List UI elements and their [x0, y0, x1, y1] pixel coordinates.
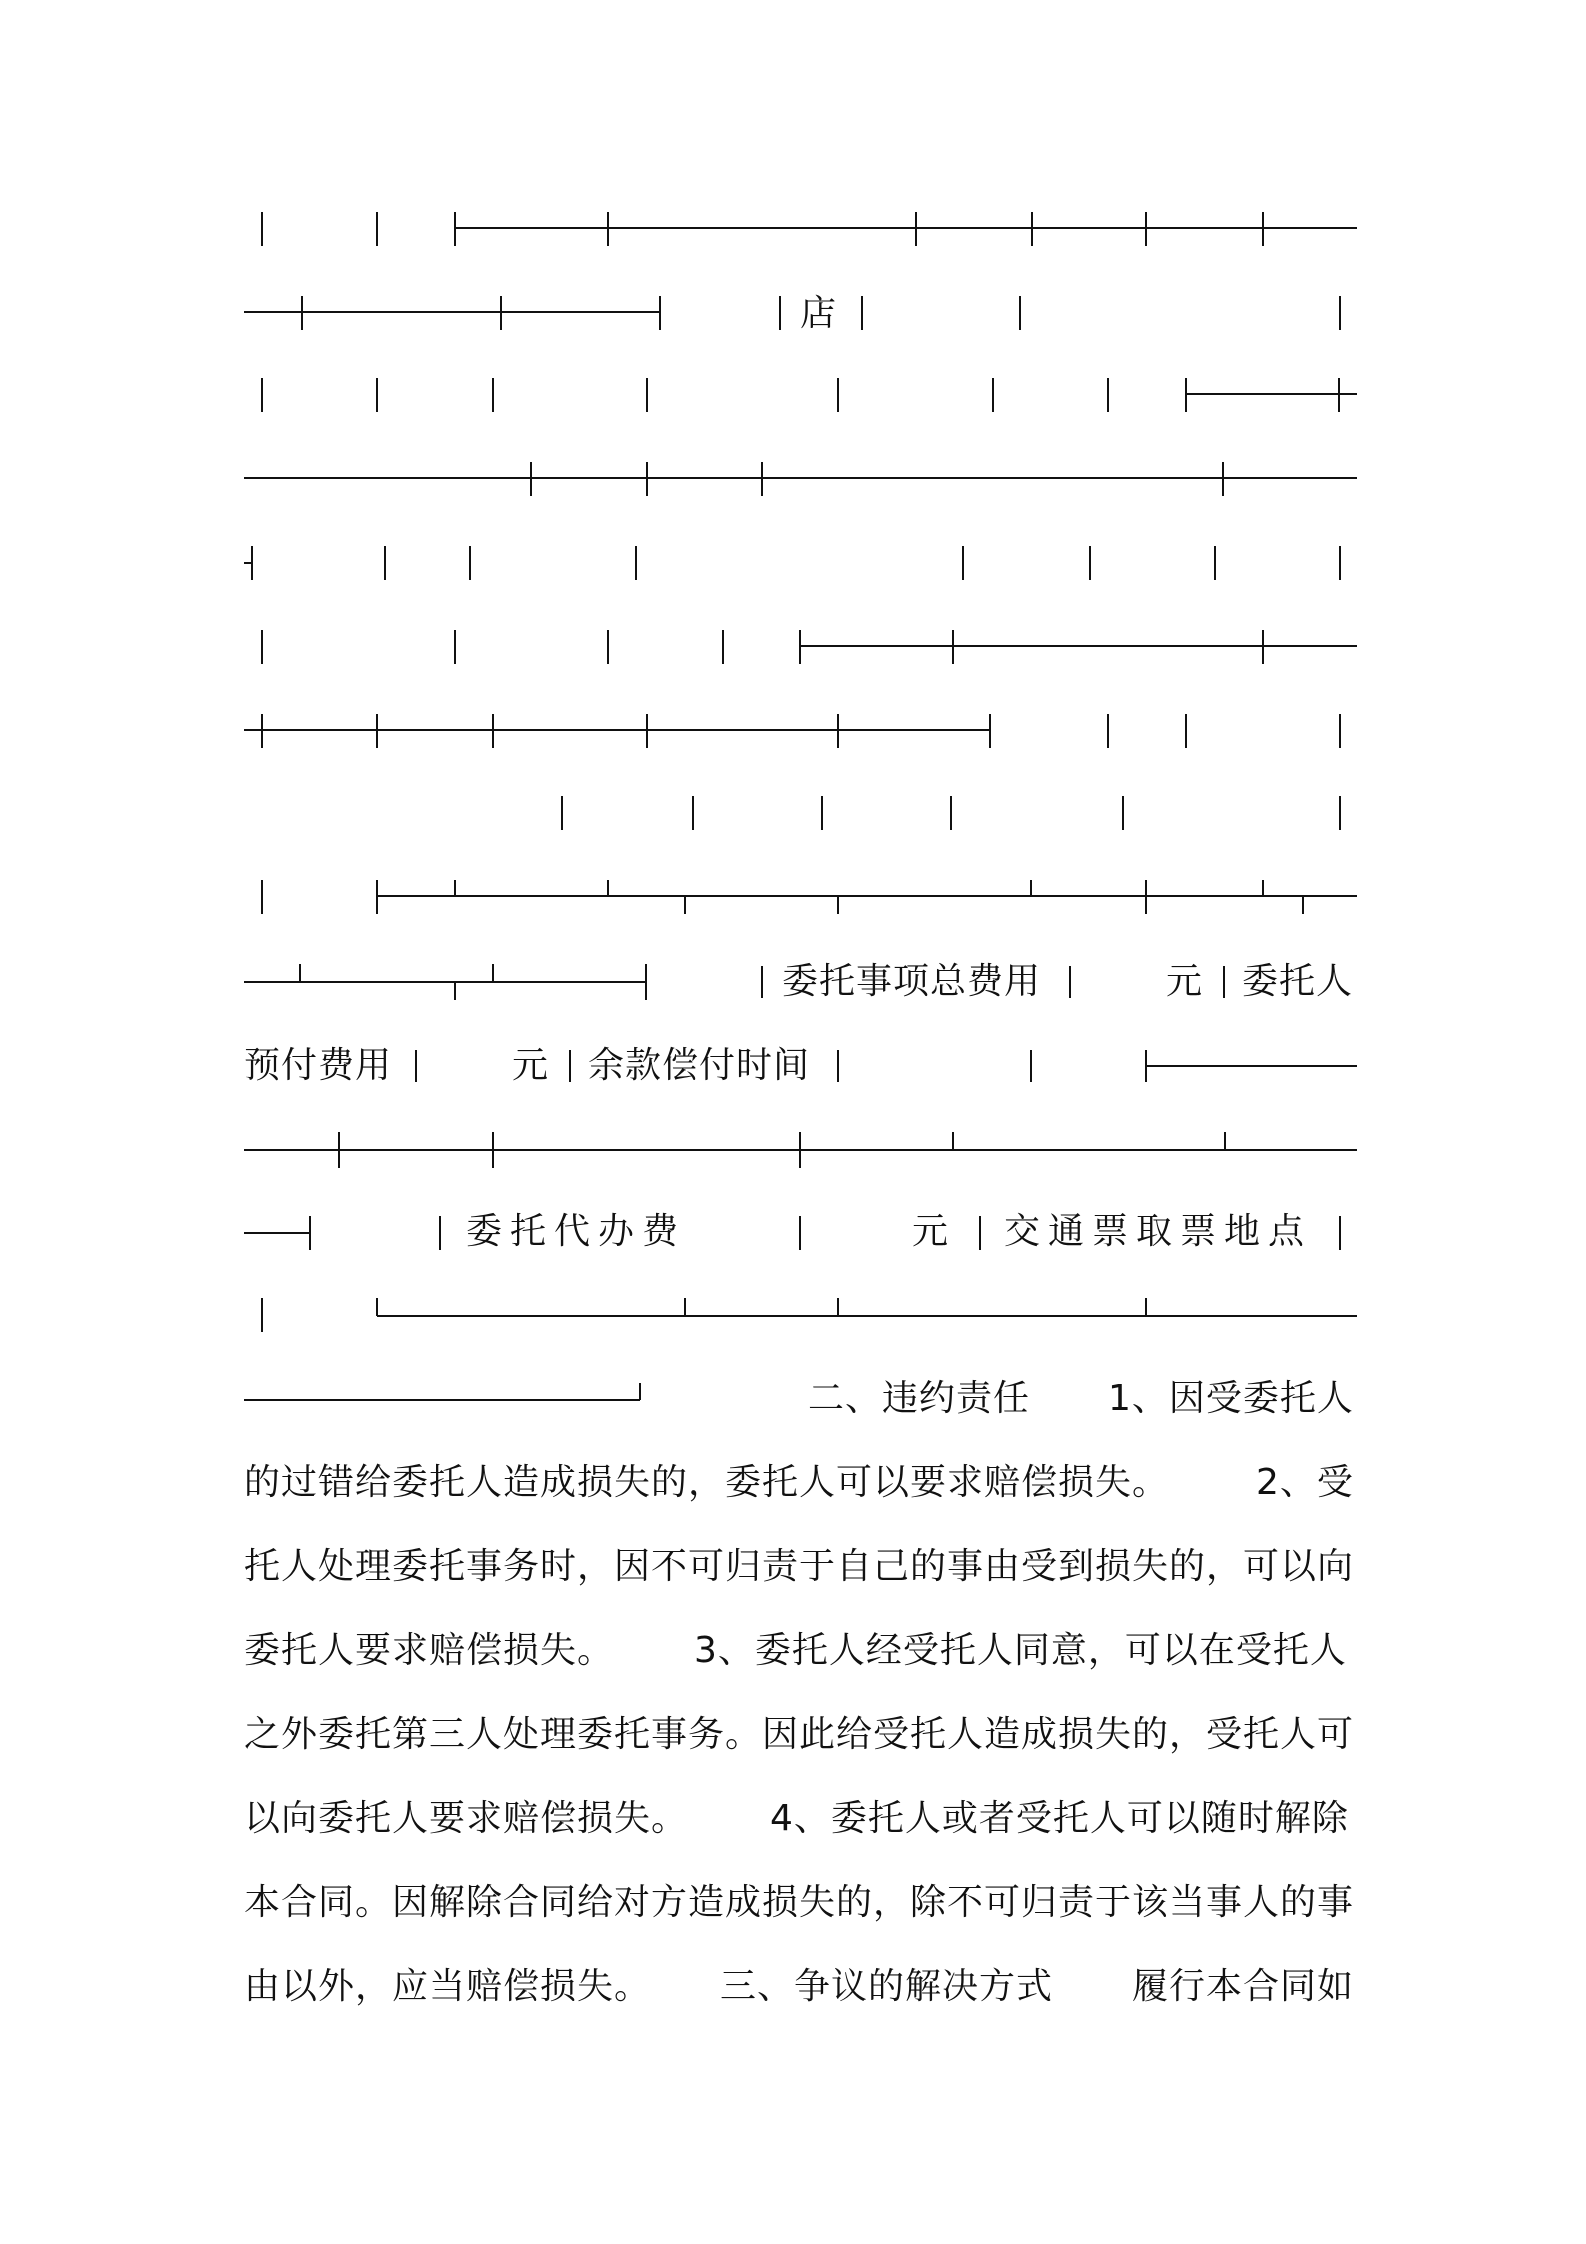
section-heading-breach: 二、违约责任 — [808, 1378, 1031, 1419]
body-line: 托人处理委托事务时，因不可归责于自己的事由受到损失的，可以向 — [244, 1546, 1355, 1587]
section-heading-dispute: 三、争议的解决方式 — [720, 1966, 1054, 2007]
total-fee-label: 委托事项总费用 — [782, 961, 1042, 1002]
body-line: 的过错给委托人造成损失的，委托人可以要求赔偿损失。 — [244, 1462, 1170, 1503]
ticket-pickup-location-label: 交通票取票地点 — [1004, 1211, 1313, 1252]
clause-1-start: 1、因受委托人 — [1108, 1378, 1354, 1419]
yuan-label: 元 — [1166, 961, 1204, 1002]
store-label: 店 — [800, 293, 838, 334]
yuan-label: 元 — [512, 1045, 550, 1086]
body-line: 之外委托第三人处理委托事务。因此给受托人造成损失的，受托人可 — [244, 1714, 1355, 1755]
clause-4-start: 4、委托人或者受托人可以随时解除 — [770, 1798, 1349, 1839]
clause-3-start: 3、委托人经受托人同意，可以在受托人 — [694, 1630, 1347, 1671]
balance-payment-time-label: 余款偿付时间 — [588, 1045, 811, 1086]
body-line: 委托人要求赔偿损失。 — [244, 1630, 615, 1671]
yuan-label: 元 — [912, 1211, 950, 1252]
body-line-continuation: 履行本合同如 — [1132, 1966, 1355, 2007]
principal-label: 委托人 — [1242, 961, 1354, 1002]
agency-fee-label: 委托代办费 — [466, 1211, 687, 1252]
clause-2-start: 2、受 — [1256, 1462, 1354, 1503]
body-line: 以向委托人要求赔偿损失。 — [244, 1798, 689, 1839]
prepaid-fee-label: 预付费用 — [244, 1045, 393, 1086]
body-line: 本合同。因解除合同给对方造成损失的，除不可归责于该当事人的事 — [244, 1882, 1355, 1923]
body-line: 由以外，应当赔偿损失。 — [244, 1966, 652, 2007]
